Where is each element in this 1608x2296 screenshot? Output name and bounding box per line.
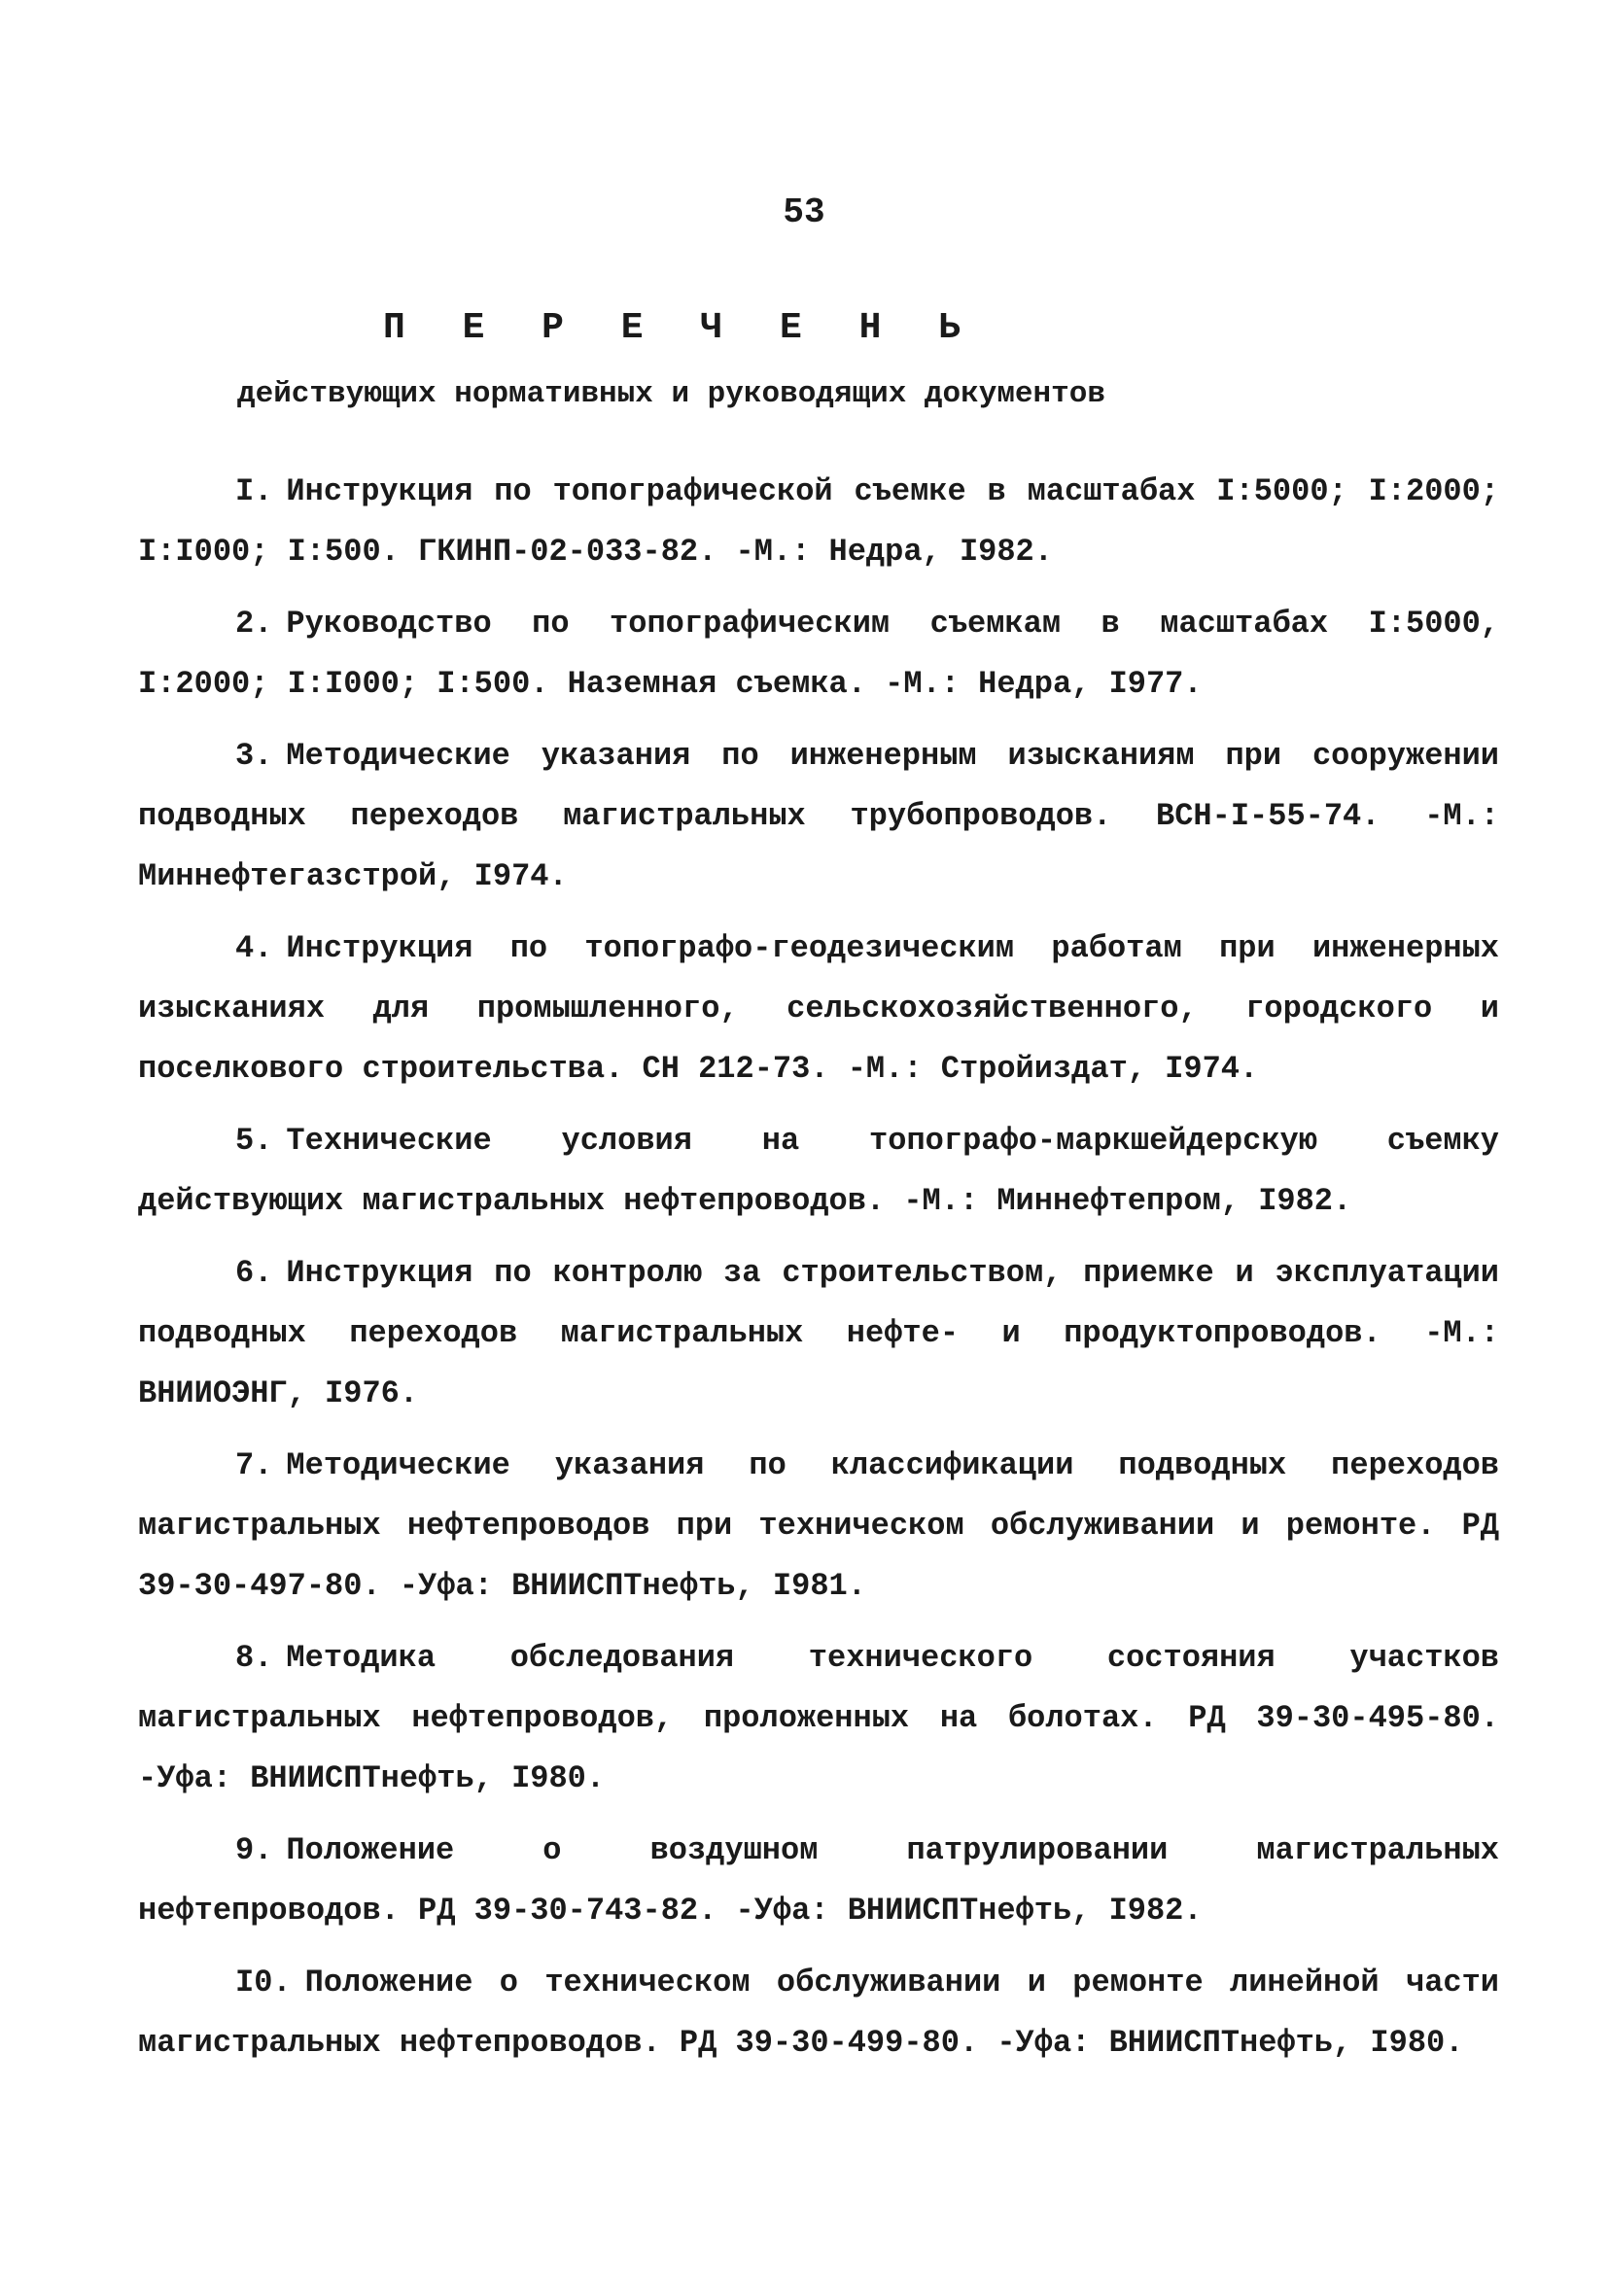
list-item: [138, 594, 1499, 714]
page-title: П Е Р Е Ч Е Н Ь: [382, 307, 979, 349]
item-text: Методика обследования технического состояния участков магистральных нефтепроводов, проложенных на болотах. РД 39-30-495-80. -Уфа: ВНИИСПТнефть, I980.: [138, 1640, 1499, 1796]
list-item: [138, 1821, 1499, 1941]
list-item: [138, 1436, 1499, 1617]
item-number: 9.: [235, 1832, 273, 1868]
list-item: [138, 726, 1499, 907]
item-text: Технические условия на топографо-маркшейдерскую съемку действующих магистральных нефтепроводов. -М.: Миннефтепром, I982.: [138, 1123, 1499, 1219]
list-item: [138, 1111, 1499, 1232]
document-list: [138, 462, 1499, 2085]
list-item: [138, 462, 1499, 582]
item-text: Инструкция по топографо-геодезическим работам при инженерных изысканиях для промышленного, сельскохозяйственного, городского и поселкового строительства. СН 212-73. -М.: Стройиздат, I974.: [138, 930, 1499, 1087]
list-item: [138, 1953, 1499, 2073]
item-text: Методические указания по инженерным изысканиям при сооружении подводных переходов магистральных трубопроводов. ВСН-I-55-74. -М.: Миннефтегазстрой, I974.: [138, 738, 1499, 894]
list-item: [138, 919, 1499, 1099]
item-text: Положение о воздушном патрулировании магистральных нефтепроводов. РД 39-30-743-82. -Уфа: ВНИИСПТнефть, I982.: [138, 1832, 1499, 1929]
page-subtitle: действующих нормативных и руководящих документов: [237, 377, 1105, 411]
list-item: [138, 1243, 1499, 1424]
item-number: 6.: [235, 1255, 273, 1291]
item-number: 4.: [235, 930, 273, 966]
item-number: 5.: [235, 1123, 273, 1159]
list-item: [138, 1628, 1499, 1809]
item-number: 3.: [235, 738, 273, 774]
item-number: 7.: [235, 1447, 273, 1483]
item-number: I0.: [235, 1965, 292, 2000]
item-text: Инструкция по контролю за строительством, приемке и эксплуатации подводных переходов магистральных нефте- и продуктопроводов. -М.: ВНИИОЭНГ, I976.: [138, 1255, 1499, 1411]
item-text: Инструкция по топографической съемке в масштабах I:5000; I:2000; I:I000; I:500. ГКИНП-02-033-82. -М.: Недра, I982.: [138, 473, 1499, 570]
item-number: 2.: [235, 606, 273, 642]
item-text: Руководство по топографическим съемкам в масштабах I:5000, I:2000; I:I000; I:500. Наземная съемка. -М.: Недра, I977.: [138, 606, 1499, 702]
page-number: 53: [783, 192, 825, 232]
item-text: Методические указания по классификации подводных переходов магистральных нефтепроводов при техническом обслуживании и ремонте. РД 39-30-497-80. -Уфа: ВНИИСПТнефть, I981.: [138, 1447, 1499, 1604]
item-text: Положение о техническом обслуживании и ремонте линейной части магистральных нефтепроводов. РД 39-30-499-80. -Уфа: ВНИИСПТнефть, I980.: [138, 1965, 1499, 2061]
item-number: I.: [235, 473, 273, 509]
item-number: 8.: [235, 1640, 273, 1676]
